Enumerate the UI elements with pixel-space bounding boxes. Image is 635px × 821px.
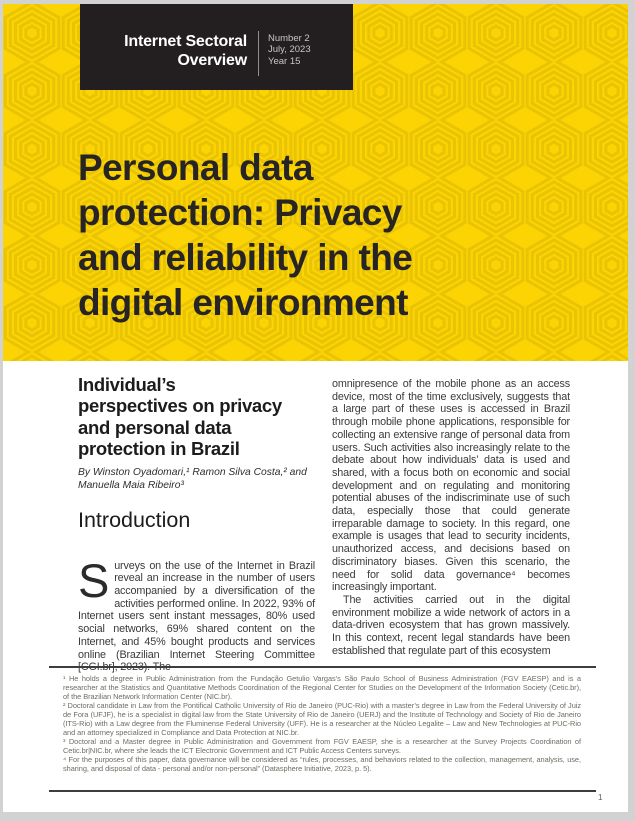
cover-headline-line4: digital environment: [78, 282, 408, 323]
issue-info: [268, 33, 311, 67]
cover-headline-line3: and reliability in the: [78, 237, 413, 278]
article-heading-line2: perspectives on privacy: [78, 395, 282, 417]
footnote-3: ³ Doctoral and a Master degree in Public Administration and Government from FGV EAESP, she is a researcher at the Survey Projects Coordination of Cetic.br|NIC.br, where she leads the ICT Electronic Government and ICT Public Access Centers surveys.: [63, 737, 581, 755]
intro-paragraph-text: urveys on the use of the Internet in Brazil reveal an increase in the number of users accompanied by a diversification of the activities performed online. In 2022, 93% of Internet users sent instant messages, 80% used social networks, 69% shared content on the Internet, and 45% bought products and services online (Brazilian Internet Steering Committee [CGI.br], 2023). The: [78, 559, 315, 674]
masthead: [80, 4, 353, 90]
publication-title: [80, 33, 247, 70]
section-title: Introduction: [78, 507, 191, 532]
second-paragraph: The activities carried out in the digital environment mobilize a wide network of actors in a data-driven ecosystem that has grown massively. In this context, recent legal standards have been established that regulate part of this ecosystem: [332, 593, 570, 657]
masthead-divider: [258, 31, 259, 76]
footnote-2: ² Doctoral candidate in Law from the Pontifical Catholic University of Rio de Janeiro (PUC-Rio) with a master’s degree in Law from the Federal University of Juiz de Fora (UFJF), he is a specialist in digital law from the State University of Rio de Janeiro (UERJ) and the Institute of Technology and Society of Rio de Janeiro (ITS-Rio) with a Law degree from the Fluminense Federal University (UFF). He is a researcher at the Núcleo Legalite – Law and New Technologies at PUC-Rio and an attorney specialized in Compliance and Data Protection at NIC.br.: [63, 701, 581, 737]
footnote-1: ¹ He holds a degree in Public Administration from the Fundação Getulio Vargas’s São Paulo School of Business Administration (FGV EAESP) and is a researcher at the Statistics and Quantitative Methods Coordination of the Regional Center for Studies on the Development of the Information Society (Cetic.br), of the Brazilian Network Information Center (NIC.br).: [63, 674, 581, 701]
continuation-paragraph: omnipresence of the mobile phone as an access device, most of the time exclusively, suggests that a large part of these uses is accessed in Brazil through mobile phone applications, responsible for collecting an extensive range of personal data from users. Such activities also increasingly relate to the debate about how individuals’ data is used and shared, with a focus both on economic and social development and on regulating and monitoring potential abuses of the indiscriminate use of such data, especially those that could generate irreparable damage to society. In this regard, one example is usages that lead to security incidents, unauthorized access, and decisions based on discriminatory biases. Given this scenario, the need for solid data governance⁴ becomes increasingly important.: [332, 378, 570, 594]
issue-number: Number 2: [268, 33, 310, 44]
footnote-4: ⁴ For the purposes of this paper, data governance will be considered as “rules, processes, and behaviors related to the collection, management, analysis, use, sharing, and disposal of data - personal and/or non-personal” (Datasphere Initiative, 2023, p. 5).: [63, 755, 581, 773]
article-heading-line4: protection in Brazil: [78, 438, 240, 460]
right-column: [332, 378, 570, 657]
byline: By Winston Oyadomari,¹ Ramon Silva Costa,² and Manuella Maia Ribeiro³: [78, 466, 307, 491]
issue-year: Year 15: [268, 55, 301, 67]
article-heading-line1: Individual’s: [78, 374, 176, 395]
left-column: [78, 374, 315, 674]
cover-headline-line1: Personal data: [78, 147, 313, 188]
cover-headline-line2: protection: Privacy: [78, 192, 402, 233]
footer-rule: [49, 790, 596, 792]
cover-headline: [78, 145, 586, 325]
issue-date: July, 2023: [268, 44, 311, 56]
article-heading-line3: and personal data: [78, 416, 232, 438]
publication-title-line2: Overview: [177, 51, 247, 69]
footnotes-block: [49, 666, 596, 773]
article-heading: [78, 374, 315, 460]
publication-title-line1: Internet Sectoral: [124, 33, 247, 50]
dropcap: S: [78, 553, 110, 607]
page-number: 1: [598, 793, 603, 802]
intro-paragraph: [78, 553, 315, 674]
document-page: [3, 4, 628, 812]
cover-section: [3, 4, 628, 361]
